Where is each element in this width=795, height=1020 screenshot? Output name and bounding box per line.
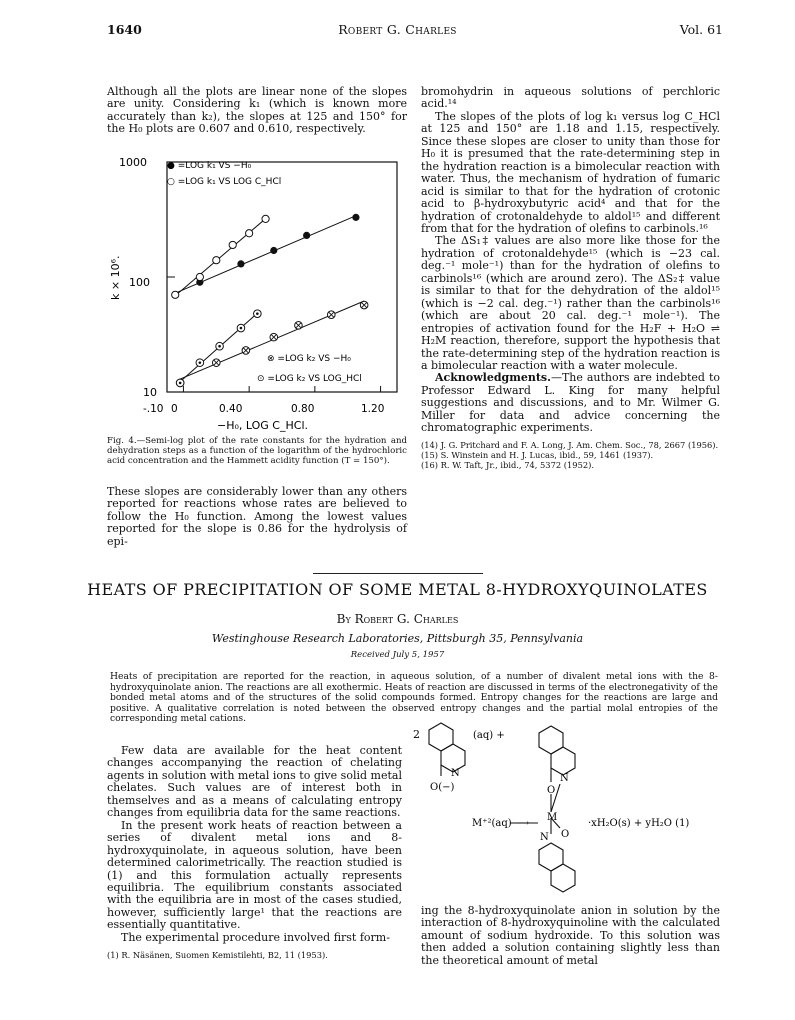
figure-caption: Fig. 4.—Semi-log plot of the rate constants for the hydration and dehydration steps as a function of the logarithm of the hydrochloric acid concentration and the Hammett acidity function (T = 150°).: [107, 436, 407, 466]
data-point: [303, 232, 310, 239]
figure-4: [107, 150, 407, 434]
reference-item: (15) S. Winstein and H. J. Lucas, ibid., 59, 1461 (1937).: [421, 449, 654, 460]
reference-item: (14) J. G. Pritchard and F. A. Long, J. Am. Chem. Soc., 78, 2667 (1956).: [421, 439, 719, 450]
eq-products: ·xH₂O(s) + yH₂O (1): [588, 818, 690, 829]
x-tick-label: 0: [171, 403, 178, 415]
right-column-top: [421, 86, 720, 470]
paragraph: bromohydrin in aqueous solutions of perchloric acid.¹⁴: [421, 85, 720, 111]
eq-aq: (aq) +: [473, 730, 505, 741]
eq-oxygen: O(−): [430, 782, 455, 793]
equation-structure: [410, 718, 730, 913]
data-point-marker: [179, 382, 182, 385]
running-author: Robert G. Charles: [338, 22, 457, 37]
running-head: [0, 22, 795, 42]
chart-svg: [107, 150, 407, 434]
eq-nitrogen: N: [451, 768, 460, 779]
x-tick-label: 1.20: [361, 403, 385, 415]
paragraph: The slopes of the plots of log k₁ versus log C_HCl at 125 and 150° are 1.18 and 1.15, respectively. Since these slopes are closer to unity than those for H₀ it is presumed that the rate-determining step in the hydration reaction is a bimolecular reaction with water. Thus, the mechanism of hydration of fumaric acid is similar to that for the hydration of crotonic acid to β-hydroxybutyric acid⁴ and that for the hydration of crotonaldehyde to aldol¹⁵ and different from that for the hydration of olefins to carbinols.¹⁶: [421, 109, 720, 235]
footnote: (1) R. Näsänen, Suomen Kemistilehti, B2, 11 (1953).: [107, 950, 328, 961]
acknowledgments-text: —The authors are indebted to Professor Edward L. King for many helpful suggestions and discussions, and to Mr. Wilmer G. Miller for data and advice concerning the chromatographic experiments.: [421, 371, 720, 435]
paragraph: The experimental procedure involved first form-: [121, 930, 390, 944]
chemical-equation: [410, 718, 730, 913]
data-point-marker: [199, 361, 202, 364]
paragraph: Although all the plots are linear none of the slopes are unity. Considering k₁ (which is known more accurately than k₂), the slopes at 125 and 150° for the H₀ plots are 0.607 and 0.610, respectively.: [107, 85, 407, 136]
reference-item: (16) R. W. Taft, Jr., ibid., 74, 5372 (1952).: [421, 460, 595, 471]
volume-number: Vol. 61: [679, 22, 723, 37]
paragraph: In the present work heats of reaction between a series of divalent metal ions and 8-hydroxyquinolate, in aqueous solution, have been determined calorimetrically. The reaction studied is (1) and this formulation actually represents equilibria. The equilibrium constants associated with the equilibria are in most of the cases studied, however, sufficiently large¹ that the reactions are essentially quantitative.: [107, 818, 402, 932]
article-byline: By Robert G. Charles: [336, 612, 459, 626]
left-column-top: [107, 86, 407, 136]
article-title: HEATS OF PRECIPITATION OF SOME METAL 8-HYDROXYQUINOLATES: [87, 580, 708, 599]
eq-nitrogen: N: [540, 832, 549, 843]
data-point-marker: [256, 312, 259, 315]
paragraph: The ΔS₁‡ values are also more like those for the hydration of crotonaldehyde¹⁵ (which is −23 cal. deg.⁻¹ mole⁻¹) than for the hydration of olefins to carbinols¹⁶ (which are around zero). The ΔS₂‡ value is similar to that for the dehydration of the aldol¹⁵ (which is −2 cal. deg.⁻¹) rather than the carbinols¹⁶ (which are about 20 cal. deg.⁻¹ mole⁻¹). The entropies of activation found for the H₂F + H₂O ⇌ H₂M reaction, therefore, support the hypothesis that the rate-determining step of the hydration reaction is a bimolecular reaction with a water molecule.: [421, 234, 720, 372]
data-point: [352, 214, 359, 221]
abstract: Heats of precipitation are reported for the reaction, in aqueous solution, of a number of divalent metal ions with the 8-hydroxyquinolate anion. The reactions are all exothermic. Heats of reaction are discussed in terms of the electronegativity of the bonded metal atoms and of the structures of the solid compounds formed. Entropy changes for the reactions are large and positive. A qualitative correlation is noted between the observed entropy changes and the partial molal entropies of the corresponding metal cations.: [110, 671, 718, 725]
section-divider: [313, 573, 483, 574]
x-tick-label: 0.80: [291, 403, 315, 415]
y-tick-label: 1000: [119, 156, 147, 169]
acknowledgments-heading: Acknowledgments.: [435, 371, 551, 385]
article-affiliation: Westinghouse Research Laboratories, Pittsburgh 35, Pennsylvania: [211, 632, 584, 645]
data-point: [246, 230, 253, 237]
series-fit-line: [175, 219, 265, 296]
x-tick-label: -.10: [143, 403, 164, 415]
y-tick-label: 10: [143, 386, 157, 399]
eq-coefficient: 2: [413, 728, 420, 741]
data-point-marker: [218, 345, 221, 348]
eq-oxygen: O: [547, 785, 556, 796]
eq-metal-ion: M⁺²(aq) ⟶: [472, 818, 530, 829]
legend-entry: ○ =LOG k₁ VS LOG C_HCl: [167, 177, 282, 187]
acknowledgments: [421, 372, 720, 434]
reference-list: [421, 440, 720, 471]
page-number: 1640: [107, 22, 142, 37]
x-tick-label: 0.40: [219, 403, 243, 415]
legend-entry: ⊙ =LOG k₂ VS LOG_HCl: [257, 374, 362, 384]
y-tick-label: 100: [129, 276, 150, 289]
paragraph: ing the 8-hydroxyquinolate anion in solution by the interaction of 8-hydroxyquinoline with the calculated amount of sodium hydroxide. To this solution was then added a solution containing slightly less than the theoretical amount of metal: [421, 904, 720, 967]
legend-entry: ⊗ =LOG k₂ VS −H₀: [267, 354, 351, 364]
data-point: [229, 241, 236, 248]
left-column-bottom: [107, 486, 407, 548]
data-point: [196, 273, 203, 280]
y-axis-label: k × 10⁶.: [109, 255, 122, 300]
data-point: [213, 257, 220, 264]
data-point: [262, 215, 269, 222]
data-point: [172, 291, 179, 298]
received-date: Received July 5, 1957: [350, 650, 445, 660]
data-point: [270, 247, 277, 254]
data-point-marker: [240, 327, 243, 330]
quinolate-rings: [429, 723, 575, 892]
article-right-column: [421, 905, 720, 967]
eq-nitrogen: N: [560, 773, 569, 784]
x-axis-label: −H₀, LOG C_HCl.: [217, 419, 308, 432]
paragraph: These slopes are considerably lower than any others reported for reactions whose rates are believed to follow the H₀ function. Among the lowest values reported for the slope is 0.86 for the hydrolysis of epi-: [107, 485, 407, 548]
paragraph: Few data are available for the heat content changes accompanying the reaction of chelating agents in solution with metal ions to give solid metal chelates. Such values are of interest both in themselves and as a means of calculating entropy changes from equilibria data for the same reactions.: [107, 744, 402, 820]
data-point: [237, 260, 244, 267]
eq-metal: M: [547, 812, 558, 823]
eq-oxygen: O: [561, 829, 570, 840]
article-left-column: [107, 745, 402, 960]
legend-entry: ● =LOG k₁ VS −H₀: [167, 161, 252, 171]
